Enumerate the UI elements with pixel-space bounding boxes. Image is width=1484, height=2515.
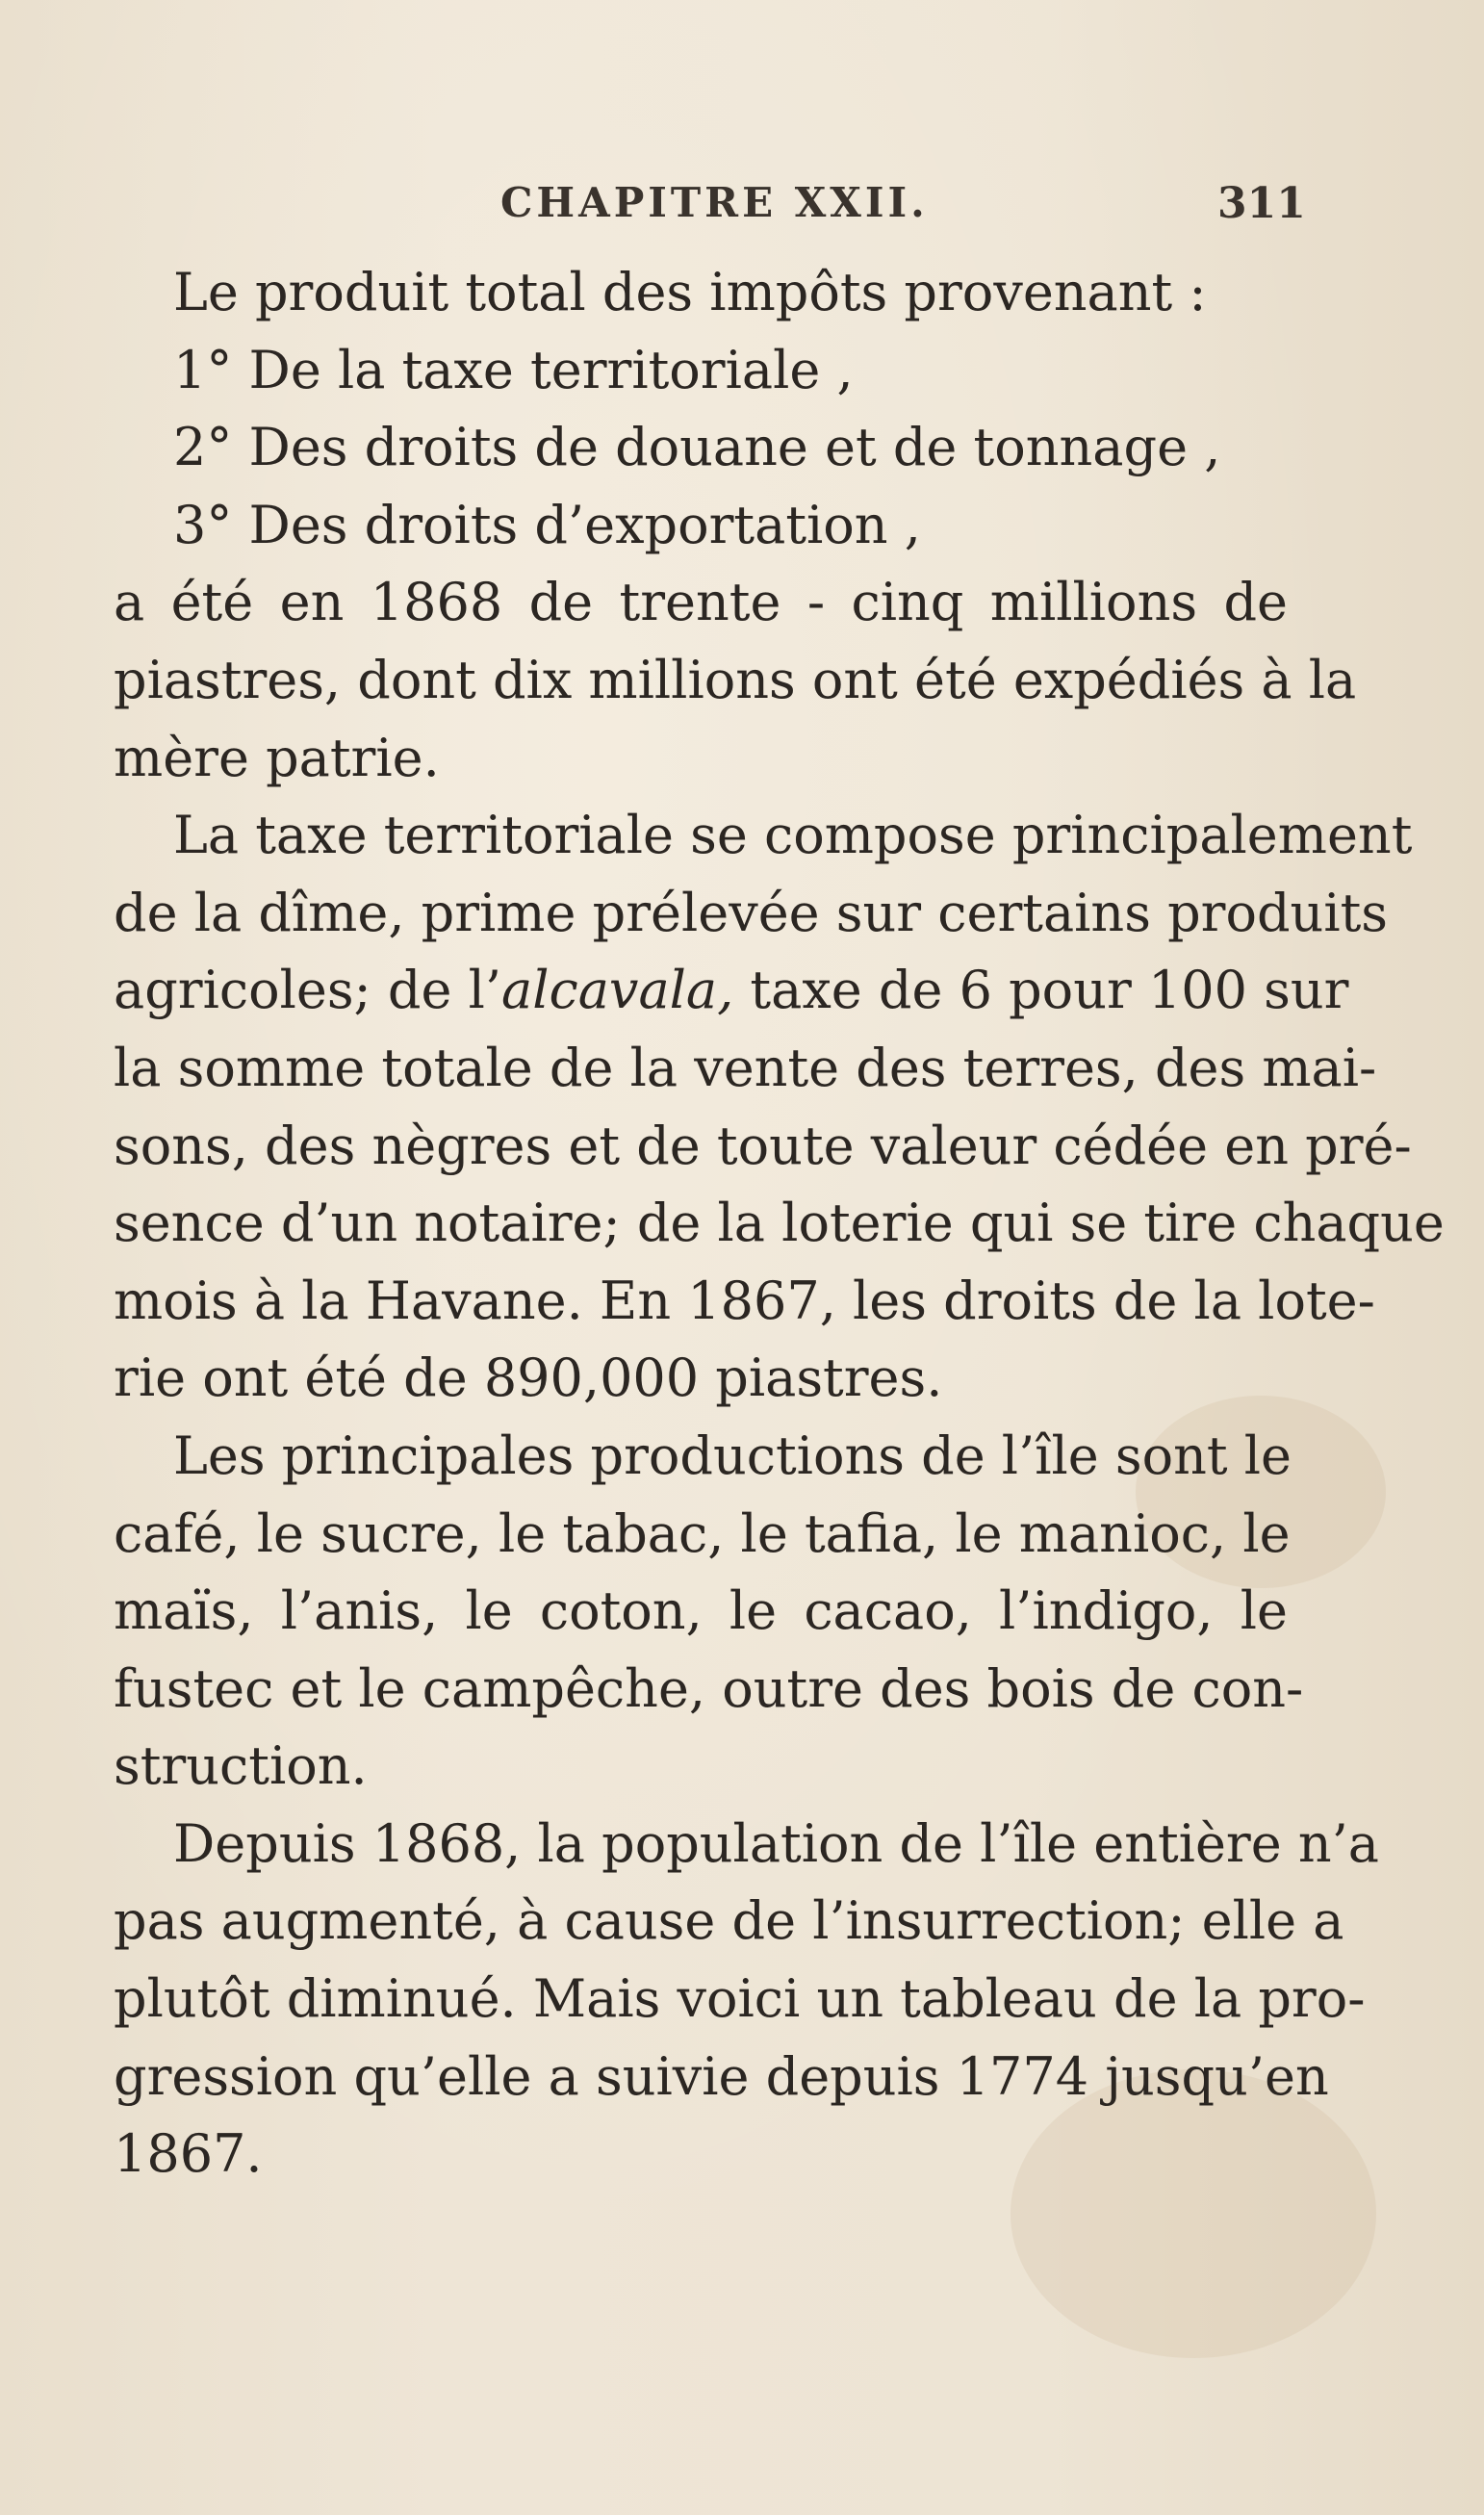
text-line: maïs, l’anis, le coton, le cacao, l’indigo, le — [114, 1580, 1288, 1642]
italic-term: alcavala, — [501, 960, 734, 1021]
text-line: La taxe territoriale se compose principalement — [173, 805, 1413, 866]
text-line: de la dîme, prime prélevée sur certains produits — [114, 882, 1389, 943]
text-line: la somme totale de la vente des terres, des mai- — [114, 1037, 1377, 1098]
text-line: a été en 1868 de trente - cinq millions de — [114, 572, 1288, 633]
text-line: rie ont été de 890,000 piastres. — [114, 1347, 943, 1409]
text-line: 2° Des droits de douane et de tonnage , — [173, 417, 1221, 478]
text-line: 1867. — [114, 2123, 263, 2185]
text-segment: agricoles; de l’ — [114, 960, 502, 1021]
text-line: 3° Des droits d’exportation , — [173, 494, 921, 555]
body-text — [114, 254, 1445, 2194]
text-line: 1° De la taxe territoriale , — [173, 339, 854, 400]
text-line: café, le sucre, le tabac, le tafia, le manioc, le — [114, 1502, 1291, 1564]
text-line: Depuis 1868, la population de l’île entière n’a — [173, 1812, 1379, 1874]
text-segment: taxe de 6 pour 100 sur — [733, 960, 1349, 1021]
text-line: Le produit total des impôts provenant : — [173, 262, 1207, 322]
text-line: plutôt diminué. Mais voici un tableau de la pro- — [114, 1968, 1366, 2030]
chapter-title: CHAPITRE XXII. — [500, 179, 929, 226]
text-line: pas augmenté, à cause de l’insurrection; elle a — [114, 1890, 1344, 1952]
text-line: sons, des nègres et de toute valeur cédée en pré- — [114, 1115, 1412, 1176]
running-header — [0, 179, 1484, 237]
page-number: 311 — [1217, 179, 1306, 228]
text-line: mois à la Havane. En 1867, les droits de la lote- — [114, 1270, 1375, 1331]
text-line: mère patrie. — [114, 727, 440, 788]
text-line: Les principales productions de l’île sont le — [173, 1424, 1292, 1486]
text-line — [114, 952, 1349, 1030]
text-line: piastres, dont dix millions ont été expédiés à la — [114, 649, 1357, 710]
text-line: sence d’un notaire; de la loterie qui se tire chaque — [114, 1193, 1445, 1254]
text-line: struction. — [114, 1735, 368, 1797]
text-line: gression qu’elle a suivie depuis 1774 jusqu’en — [114, 2045, 1329, 2107]
text-line: fustec et le campêche, outre des bois de con- — [114, 1657, 1304, 1719]
